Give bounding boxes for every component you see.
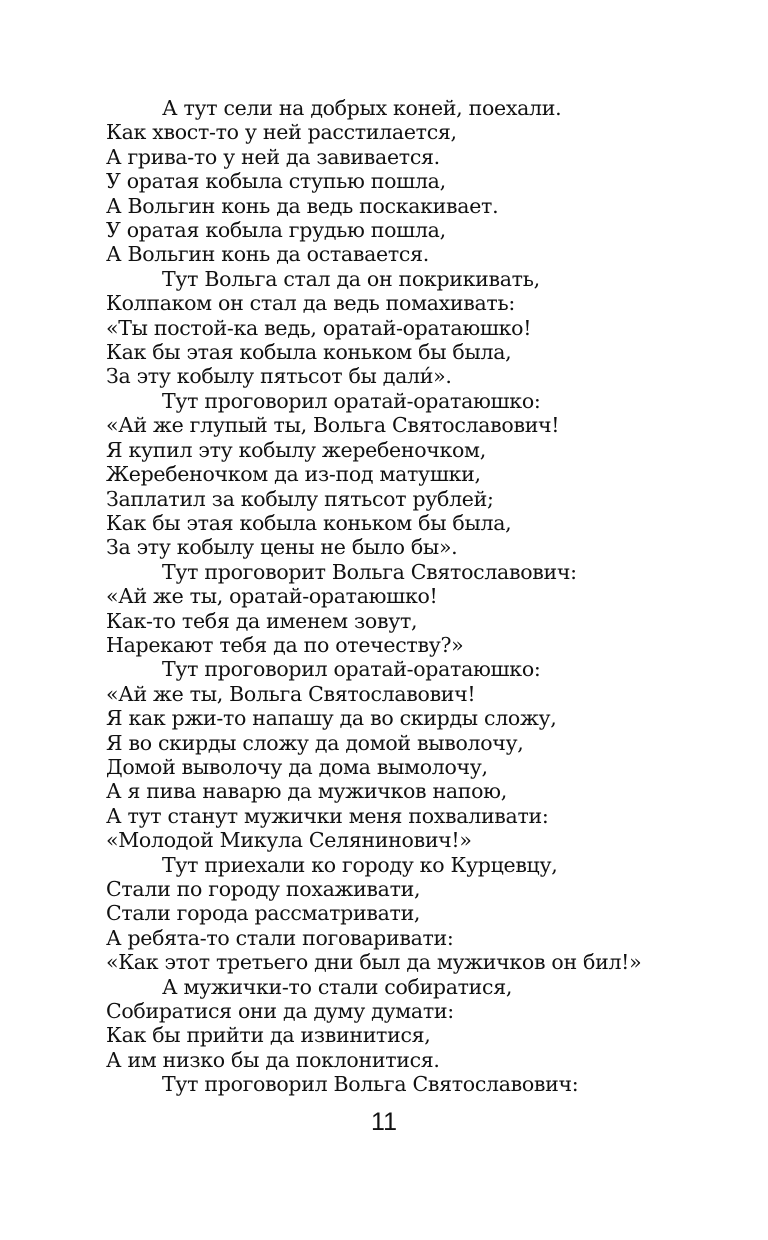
verse-line: Как-то тебя да именем зовут,: [106, 608, 418, 633]
verse-line: «Как этот третьего дни был да мужичков он бил!»: [106, 950, 642, 975]
verse-line: А Вольгин конь да оставается.: [106, 242, 429, 267]
verse-line: Жеребеночком да из-под матушки,: [106, 462, 481, 487]
verse-line: «Ай же ты, Вольга Святославович!: [106, 681, 476, 706]
verse-line: «Молодой Микула Селянинович!»: [106, 828, 472, 853]
verse-line: А тут станут мужички меня похваливати:: [106, 803, 549, 828]
verse-line: Как хвост-то у ней расстилается,: [106, 120, 457, 145]
verse-line: Собиратися они да думу думати:: [106, 999, 454, 1024]
verse-line: А тут сели на добрых коней, поехали.: [162, 96, 562, 120]
verse-line: Я купил эту кобылу жеребеночком,: [106, 437, 486, 462]
verse-line: Тут Вольга стал да он покрикивать,: [162, 266, 540, 291]
verse-line: У оратая кобыла грудью пошла,: [106, 218, 446, 243]
verse-line: Тут приехали ко городу ко Курцевцу,: [162, 852, 558, 877]
verse-line: Как бы прийти да извинитися,: [106, 1023, 431, 1048]
verse-line: Тут проговорил Вольга Святославович:: [162, 1072, 579, 1097]
verse-line: Тут проговорит Вольга Святославович:: [162, 559, 577, 584]
verse-line: Как бы этая кобыла коньком бы была,: [106, 340, 512, 365]
verse-line: «Ай же ты, оратай-оратаюшко!: [106, 584, 438, 609]
verse-line: Стали по городу похаживати,: [106, 877, 421, 901]
verse-line: А Вольгин конь да ведь поскакивает.: [106, 193, 499, 218]
verse-line: А им низко бы да поклонитися.: [106, 1047, 440, 1072]
verse-line: Как бы этая кобыла коньком бы была,: [106, 510, 512, 535]
verse-line: За эту кобылу цены не было бы».: [106, 535, 458, 560]
verse-line: Домой выволочу да дома вымолочу,: [106, 754, 488, 779]
verse-line: Нарекают тебя да по отечеству?»: [106, 632, 464, 657]
verse-line: Тут проговорил оратай-оратаюшко:: [162, 388, 541, 413]
verse-line: «Ай же глупый ты, Вольга Святославович!: [106, 413, 560, 438]
verse-line: Колпаком он стал да ведь помахивать:: [106, 291, 515, 316]
verse-line: Я как ржи-то напашу да во скирды сложу,: [106, 706, 557, 731]
verse-line: А грива-то у ней да завивается.: [106, 144, 440, 169]
verse-line: Заплатил за кобылу пятьсот рублей;: [106, 486, 494, 511]
page-number: 11: [371, 1108, 397, 1136]
verse-line: Я во скирды сложу да домой выволочу,: [106, 730, 524, 755]
verse-line: Стали города рассматривати,: [106, 901, 421, 926]
verse-line: Тут проговорил оратай-оратаюшко:: [162, 657, 541, 682]
verse-line: А я пива наварю да мужичков напою,: [106, 779, 507, 804]
verse-line: А ребята-то стали поговаривати:: [106, 925, 454, 950]
verse-line: А мужички-то стали собиратися,: [162, 974, 513, 999]
verse-line: У оратая кобыла ступью пошла,: [106, 169, 446, 194]
verse-text: [106, 96, 706, 1097]
verse-line: За эту кобылу пятьсот бы дали́».: [106, 364, 452, 389]
verse-line: «Ты постой-ка ведь, оратай-оратаюшко!: [106, 315, 532, 340]
